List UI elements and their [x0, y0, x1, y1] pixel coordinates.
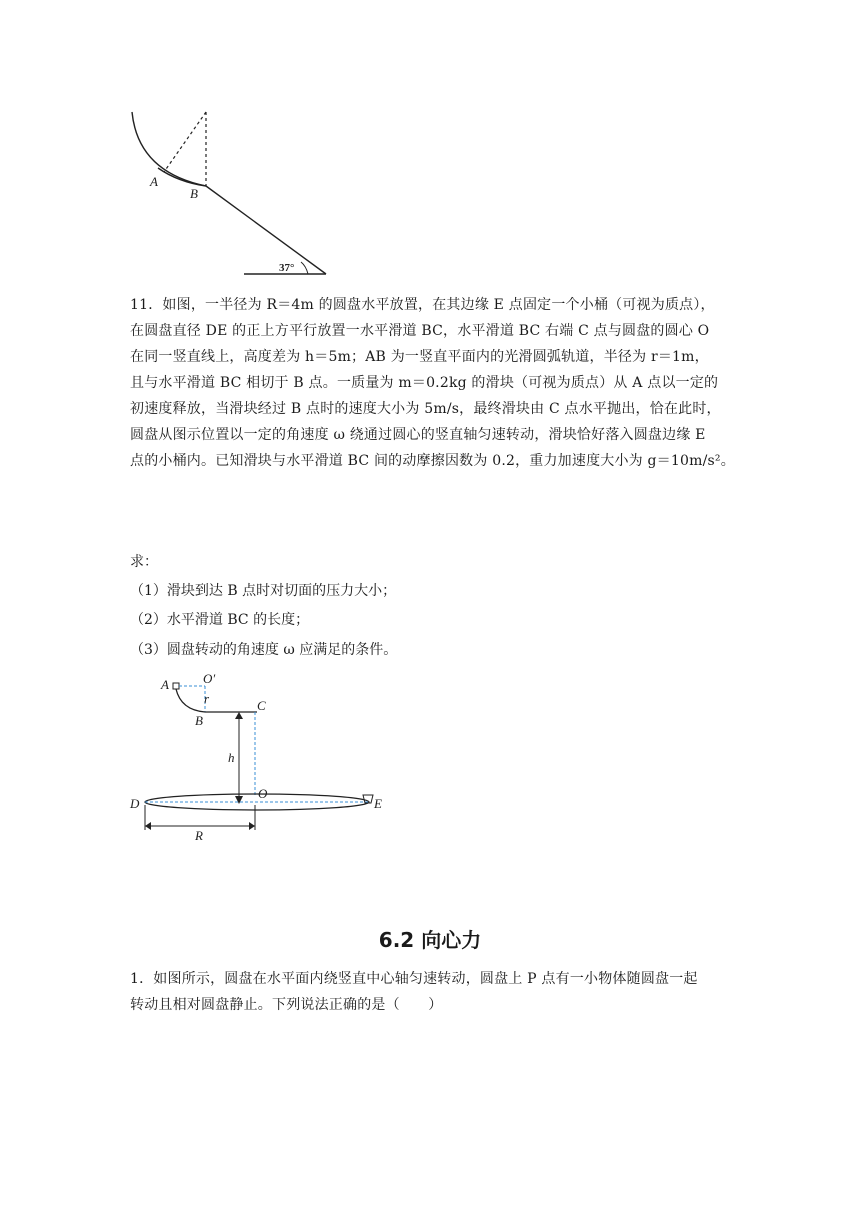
- problem-11-line-3: 在同一竖直线上，高度差为 h＝5m；AB 为一竖直平面内的光滑圆弧轨道，半径为 r＝1m，: [130, 349, 709, 365]
- ask-label: 求：: [130, 554, 158, 570]
- label-o-prime: O′: [203, 672, 216, 686]
- question-2: （2）水平滑道 BC 的长度；: [130, 612, 310, 628]
- label-c: C: [257, 698, 266, 713]
- problem-1-line-2: 转动且相对圆盘静止。下列说法正确的是（ ）: [130, 997, 443, 1013]
- problem-11-line-4: 且与水平滑道 BC 相切于 B 点。一质量为 m＝0.2kg 的滑块（可视为质点）从 A 点以一定的: [130, 375, 719, 391]
- r-arrow-left: [145, 822, 151, 830]
- label-h: h: [228, 750, 235, 765]
- disk-figure: [125, 672, 395, 847]
- problem-11-line-5: 初速度释放，当滑块经过 B 点时的速度大小为 5m/s，最终滑块由 C 点水平抛出，恰在此时，: [130, 401, 721, 417]
- problem-1-line-1: 1．如图所示，圆盘在水平面内绕竖直中心轴匀速转动，圆盘上 P 点有一小物体随圆盘一起: [130, 971, 698, 987]
- r-arrow-right: [249, 822, 255, 830]
- incline-line: [206, 186, 326, 274]
- problem-11-line-7: 点的小桶内。已知滑块与水平滑道 BC 间的动摩擦因数为 0.2，重力加速度大小为 g＝10m/s²。: [130, 453, 735, 469]
- label-a2: A: [161, 677, 169, 692]
- label-big-r: R: [195, 828, 203, 843]
- question-1: （1）滑块到达 B 点时对切面的压力大小；: [130, 583, 397, 599]
- label-o: O: [258, 786, 268, 801]
- dotted-radius: [164, 112, 206, 172]
- label-b: B: [190, 186, 198, 201]
- block-a: [173, 683, 179, 689]
- label-b2: B: [195, 713, 203, 728]
- incline-figure: [120, 100, 340, 285]
- h-arrow-tail: [235, 712, 243, 719]
- disk-figure-svg: [125, 672, 395, 847]
- label-a: A: [150, 174, 158, 189]
- problem-11-line-1: 11．如图，一半径为 R＝4m 的圆盘水平放置，在其边缘 E 点固定一个小桶（可视为质点），: [130, 297, 715, 313]
- problem-1: [130, 966, 740, 1018]
- problem-11-line-6: 圆盘从图示位置以一定的角速度 ω 绕通过圆心的竖直轴匀速转动，滑块恰好落入圆盘边缘 E: [130, 427, 706, 443]
- label-e: E: [374, 796, 382, 811]
- angle-arc: [301, 262, 308, 274]
- incline-figure-svg: [120, 100, 340, 285]
- h-arrow-head: [235, 796, 243, 804]
- label-d: D: [130, 796, 140, 811]
- arc-ab-track: [176, 689, 205, 712]
- problem-11-line-2: 在圆盘直径 DE 的正上方平行放置一水平滑道 BC，水平滑道 BC 右端 C 点与圆盘的圆心 O: [130, 323, 710, 339]
- question-3: （3）圆盘转动的角速度 ω 应满足的条件。: [130, 642, 398, 658]
- label-r: r: [204, 691, 210, 706]
- problem-11: [130, 292, 740, 474]
- section-title: 6.2 向心力: [378, 928, 482, 952]
- angle-label: 37°: [279, 262, 295, 274]
